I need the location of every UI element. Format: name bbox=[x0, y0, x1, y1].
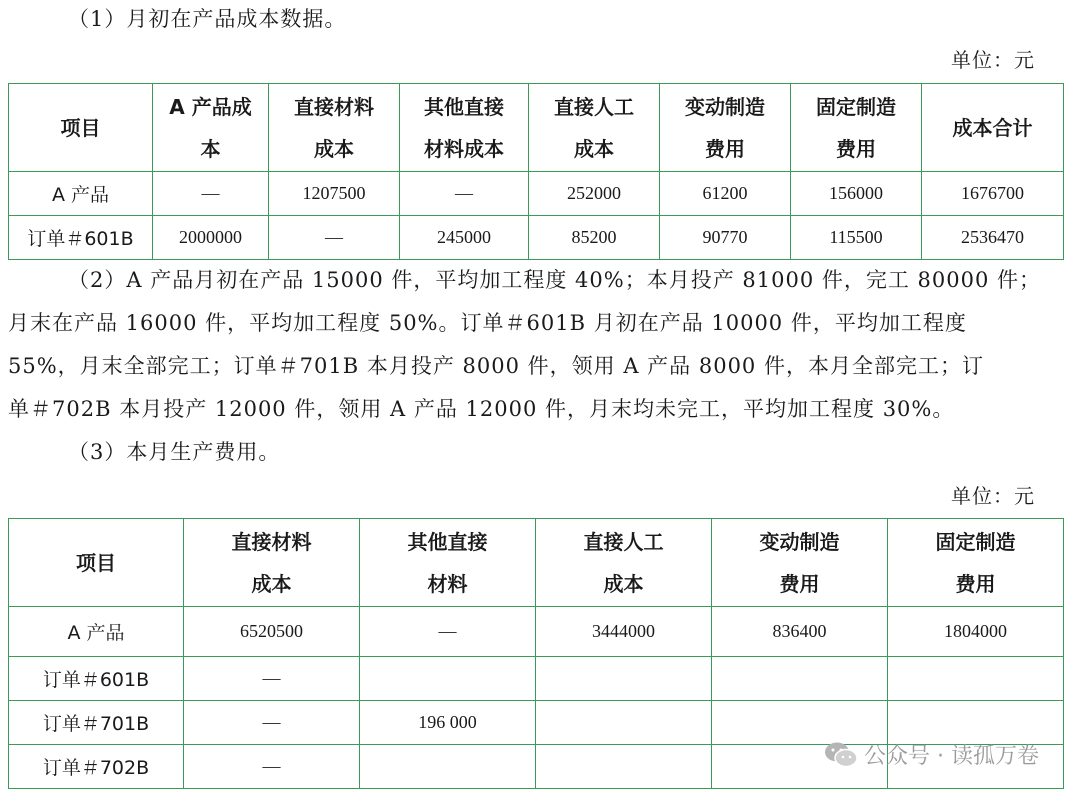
table-cell: 6520500 bbox=[184, 607, 360, 657]
table-cell: — bbox=[184, 701, 360, 745]
table-row bbox=[9, 657, 1064, 701]
paragraph-line: （2）A 产品月初在产品 15000 件，平均加工程度 40%；本月投产 81000 件，完工 80000 件； bbox=[68, 268, 1042, 292]
table-cell: 836400 bbox=[712, 607, 888, 657]
header-cell: 变动制造 费用 bbox=[660, 84, 791, 172]
header-row bbox=[9, 519, 1064, 607]
header-cell: 直接材料 成本 bbox=[269, 84, 400, 172]
table-cell: — bbox=[184, 657, 360, 701]
table-cell: 245000 bbox=[400, 216, 529, 260]
header-cell: 项目 bbox=[9, 84, 153, 172]
header-cell: 直接人工 成本 bbox=[536, 519, 712, 607]
paragraph-line: 55%，月末全部完工；订单＃701B 本月投产 8000 件，领用 A 产品 8000 件，本月全部完工；订 bbox=[8, 354, 984, 378]
row-label-cell: 订单＃601B bbox=[9, 216, 153, 260]
table-cell: 1207500 bbox=[269, 172, 400, 216]
table-cell bbox=[536, 745, 712, 789]
table-cell bbox=[536, 657, 712, 701]
header-cell: 直接材料 成本 bbox=[184, 519, 360, 607]
paragraph-line: 单＃702B 本月投产 12000 件，领用 A 产品 12000 件，月末均未完工，平均加工程度 30%。 bbox=[8, 397, 955, 421]
watermark-text: 公众号 · 读孤万卷 bbox=[864, 744, 1039, 769]
section1-unit: 单位：元 bbox=[951, 48, 1035, 72]
header-cell: 其他直接 材料 bbox=[360, 519, 536, 607]
row-label-cell: 订单＃702B bbox=[9, 745, 184, 789]
table-cell: 196 000 bbox=[360, 701, 536, 745]
header-cell: 直接人工 成本 bbox=[529, 84, 660, 172]
table-cell: 156000 bbox=[791, 172, 922, 216]
row-label-cell: 订单＃701B bbox=[9, 701, 184, 745]
header-cell: 其他直接 材料成本 bbox=[400, 84, 529, 172]
table-row bbox=[9, 216, 1064, 260]
table-cell bbox=[888, 701, 1064, 745]
watermark bbox=[824, 739, 1039, 770]
paragraph-line: 月末在产品 16000 件，平均加工程度 50%。订单＃601B 月初在产品 10000 件，平均加工程度 bbox=[8, 311, 967, 335]
table-cell: 115500 bbox=[791, 216, 922, 260]
table-cell: 90770 bbox=[660, 216, 791, 260]
wechat-icon bbox=[824, 741, 858, 769]
header-cell: A 产品成 本 bbox=[153, 84, 269, 172]
table-row bbox=[9, 701, 1064, 745]
header-cell: 固定制造 费用 bbox=[888, 519, 1064, 607]
table-cell: — bbox=[400, 172, 529, 216]
row-label-cell: A 产品 bbox=[9, 607, 184, 657]
table-cell bbox=[712, 701, 888, 745]
table-cell bbox=[536, 701, 712, 745]
table-cell: 252000 bbox=[529, 172, 660, 216]
section3-unit: 单位：元 bbox=[951, 484, 1035, 508]
table-cell: 61200 bbox=[660, 172, 791, 216]
table-cell: 1676700 bbox=[922, 172, 1064, 216]
table-cell: 3444000 bbox=[536, 607, 712, 657]
table-cell: — bbox=[153, 172, 269, 216]
initial-wip-cost-table bbox=[8, 83, 1064, 260]
header-row bbox=[9, 84, 1064, 172]
row-label-cell: A 产品 bbox=[9, 172, 153, 216]
section3-heading: （3）本月生产费用。 bbox=[68, 440, 281, 464]
header-cell: 成本合计 bbox=[922, 84, 1064, 172]
table-cell bbox=[888, 657, 1064, 701]
table-cell: — bbox=[184, 745, 360, 789]
table-cell bbox=[360, 745, 536, 789]
table-cell: 1804000 bbox=[888, 607, 1064, 657]
table-row bbox=[9, 607, 1064, 657]
row-label-cell: 订单＃601B bbox=[9, 657, 184, 701]
table-row bbox=[9, 172, 1064, 216]
table-cell: — bbox=[360, 607, 536, 657]
header-cell: 固定制造 费用 bbox=[791, 84, 922, 172]
table-cell: — bbox=[269, 216, 400, 260]
table-cell: 85200 bbox=[529, 216, 660, 260]
table-cell: 2000000 bbox=[153, 216, 269, 260]
header-cell: 项目 bbox=[9, 519, 184, 607]
section1-heading: （1）月初在产品成本数据。 bbox=[68, 7, 347, 31]
table-cell: 2536470 bbox=[922, 216, 1064, 260]
header-cell: 变动制造 费用 bbox=[712, 519, 888, 607]
table-cell bbox=[712, 657, 888, 701]
table-cell bbox=[360, 657, 536, 701]
